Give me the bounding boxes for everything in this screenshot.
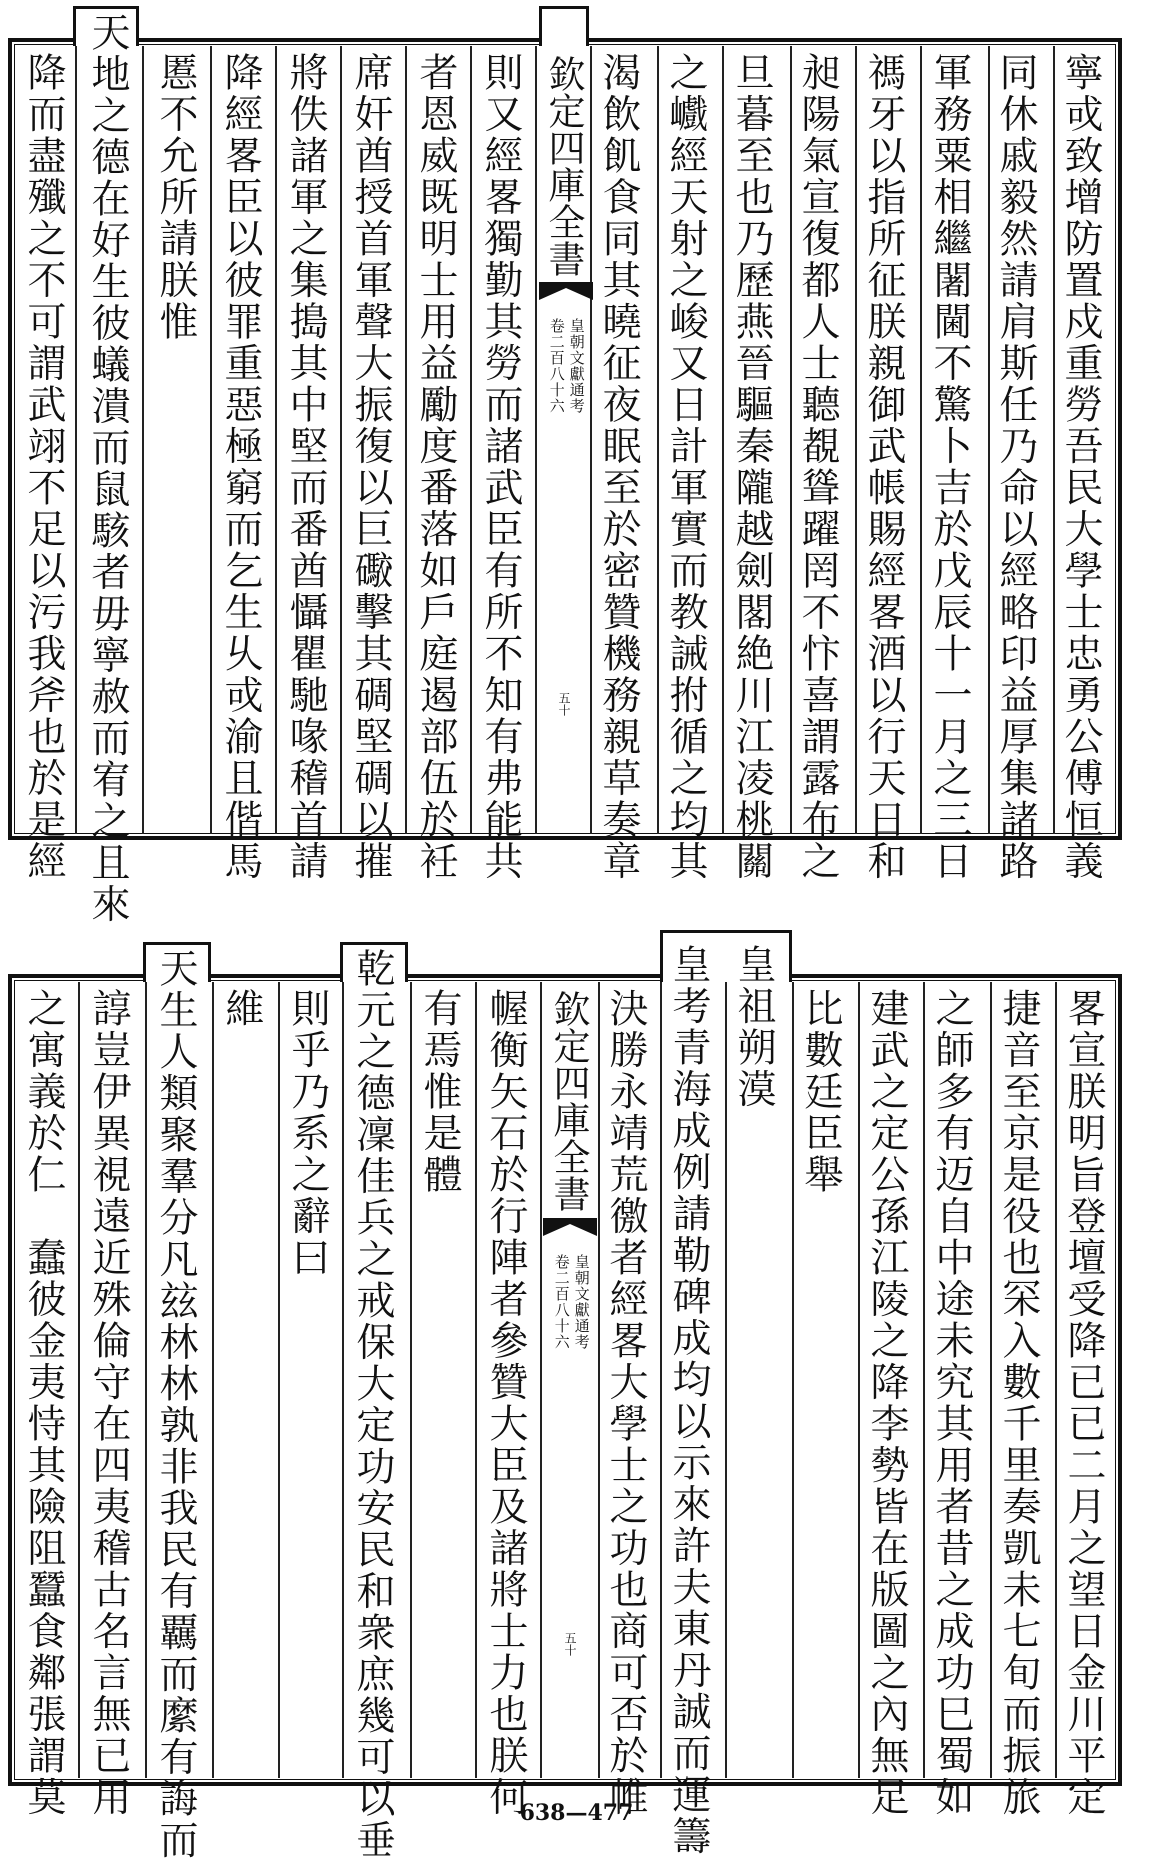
text-column: 有焉惟是體	[417, 988, 462, 1196]
text-column: 天生人類聚羣分凡玆林林孰非我民有覊而縻有誨而	[153, 948, 198, 1861]
center-band-rule	[590, 46, 592, 834]
text-column: 渴飲飢食同其曉征夜眠至於密贊機務親草奏章	[596, 52, 641, 882]
text-column: 軍務粟相繼闍閫不驚卜吉於戊辰十一月之三日	[927, 52, 972, 882]
text-column: 天地之德在好生彼蟻潰而鼠駭者毋寧赦而宥之且來	[85, 12, 130, 925]
column-rule	[1055, 982, 1057, 1778]
column-rule	[855, 46, 857, 834]
column-rule	[1053, 46, 1055, 834]
sub-title: 皇朝文獻通考	[572, 1254, 591, 1350]
book-title: 欽定四庫全書	[547, 990, 590, 1212]
text-column: 則乎乃系之辭曰	[285, 988, 330, 1279]
column-rule	[78, 982, 80, 1778]
text-column: 同休戚毅然請肩斯任乃命以經略印益厚集諸路	[993, 52, 1038, 882]
column-rule	[475, 982, 477, 1778]
column-rule	[342, 982, 344, 1778]
column-rule	[988, 46, 990, 834]
text-column: 皇考青海成例請勒碑成均以示來許夫東丹誠而運籌	[666, 944, 711, 1857]
text-column: 維	[219, 988, 264, 1030]
text-column: 畧宣朕明旨登壇受降已已二月之望日金川平定	[1061, 988, 1106, 1818]
text-column: 禡牙以指所征朕親御武帳賜經畧酒以行天日和	[861, 52, 906, 882]
page-number: 638—477	[519, 1800, 634, 1826]
text-column: 降而盡殲之不可謂武翊不足以污我斧也於是經	[21, 52, 66, 882]
column-rule	[212, 982, 214, 1778]
text-column: 之師多有迈自中途未究其用者昔之成功巳蜀如	[929, 988, 974, 1818]
column-rule	[722, 46, 724, 834]
text-column: 皇祖朔漠	[731, 944, 776, 1110]
column-rule	[858, 982, 860, 1778]
column-rule	[792, 982, 794, 1778]
center-band-rule	[535, 46, 537, 834]
column-rule	[790, 46, 792, 834]
column-rule	[145, 982, 147, 1778]
column-rule	[657, 46, 659, 834]
column-rule	[340, 46, 342, 834]
column-rule	[278, 982, 280, 1778]
text-column: 諄豈伊異視遠近殊倫守在四夷稽古名言無已用	[86, 988, 131, 1818]
column-rule	[405, 46, 407, 834]
center-band-rule	[598, 982, 600, 1778]
center-band-rule	[540, 982, 542, 1778]
text-column: 建武之定公孫江陵之降李勢皆在版圖之內無足	[864, 988, 909, 1818]
column-rule	[990, 982, 992, 1778]
text-column: 捷音至京是役也罙入數千里奏凱未七旬而振旅	[996, 988, 1041, 1818]
column-rule	[660, 982, 662, 1778]
text-column: 乾元之德凜佳兵之戒保大定功安民和衆庶幾可以垂	[350, 948, 395, 1861]
text-column: 比數廷臣舉	[798, 988, 843, 1196]
text-column: 者恩威既明士用益勵度番落如戶庭遏部伍於衽	[413, 52, 458, 882]
fish-tail-mark	[541, 1216, 599, 1238]
column-rule	[142, 46, 144, 834]
text-column: 旦暮至也乃歷燕晉驅秦隴越劍閣絶川江凌桃關	[729, 52, 774, 882]
text-column: 寧戓致增防置戍重勞吾民大學士忠勇公傅恒義	[1058, 52, 1103, 882]
fish-tail-mark	[537, 280, 595, 302]
column-rule	[923, 982, 925, 1778]
leaf-number: 五十	[557, 692, 571, 716]
book-title: 欽定四庫全書	[542, 55, 585, 277]
column-rule	[75, 46, 77, 834]
text-column: 則又經畧獨勤其勞而諸武臣有所不知有弗能共	[478, 52, 523, 882]
leaf-number: 五十	[563, 1632, 577, 1656]
text-column: 幄衡矢石於行陣者參贊大臣及諸將士力也朕何	[483, 988, 528, 1818]
text-column: 降經畧臣以彼罪重惡極窮而乞生乆戓渝且偕馬	[218, 52, 263, 882]
column-rule	[410, 982, 412, 1778]
text-column: 將佚諸軍之集搗其中堅而番酋懾瞿馳喙稽首請	[283, 52, 328, 882]
column-rule	[920, 46, 922, 834]
page-top	[0, 0, 1153, 925]
volume-label: 卷二百八十六	[547, 318, 566, 414]
column-rule	[275, 46, 277, 834]
text-column: 之寓義於仁 蠢彼金夷恃其險阻蠶食鄰張謂莫	[21, 988, 66, 1818]
text-column: 昶陽氣宣復都人士聽覩聳躍罔不忭喜謂露布之	[795, 52, 840, 882]
column-rule	[210, 46, 212, 834]
volume-label: 卷二百八十六	[552, 1254, 571, 1350]
sub-title: 皇朝文獻通考	[567, 318, 586, 414]
column-rule	[470, 46, 472, 834]
text-column: 決勝永靖荒徼者經畧大學士之功也商可否於帷	[603, 988, 648, 1818]
text-column: 席奸酋授首軍聲大振復以巨礮擊其碉堅碉以摧	[348, 52, 393, 882]
elevated-tab	[539, 6, 589, 46]
text-column: 慝不允所請朕惟	[153, 52, 198, 343]
column-rule	[725, 982, 727, 1778]
text-column: 之巇經天射之峻又日計軍實而教誡拊循之均其	[663, 52, 708, 882]
